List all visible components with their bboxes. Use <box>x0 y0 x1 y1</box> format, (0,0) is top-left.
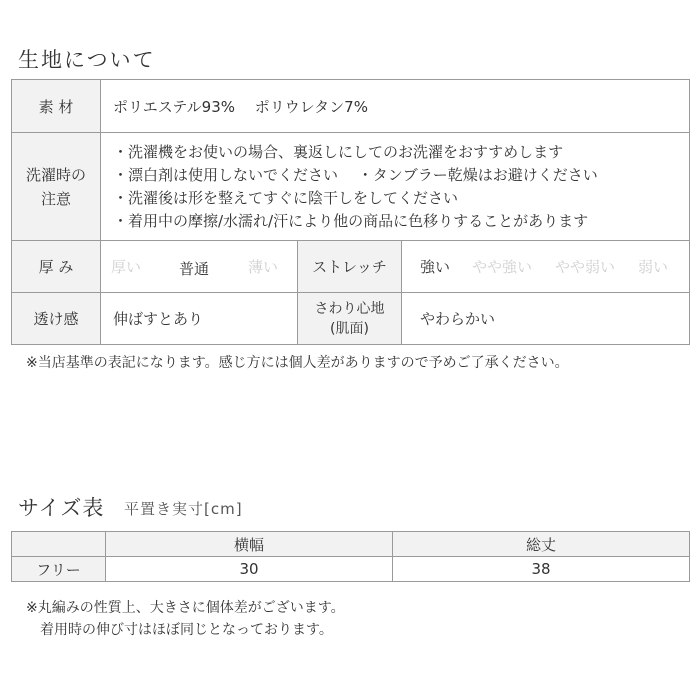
care-label-line2: 注意 <box>40 189 71 208</box>
material-label: 素 材 <box>12 80 101 133</box>
size-header-width: 横幅 <box>106 532 393 557</box>
stretch-option-strong: 強い <box>420 258 451 276</box>
sheer-label: 透け感 <box>12 293 101 345</box>
size-header-length: 総丈 <box>393 532 690 557</box>
thickness-scale <box>101 241 298 293</box>
stretch-scale <box>402 241 690 293</box>
size-name: フリー <box>12 557 106 582</box>
thickness-option-thin: 薄い <box>248 258 279 276</box>
size-notes <box>26 597 345 641</box>
stretch-option-weak: 弱い <box>638 258 669 276</box>
care-note: ・着用中の摩擦/水濡れ/汗により他の商品に色移りすることがあります <box>113 211 589 230</box>
size-section-subtitle: 平置き実寸[cm] <box>124 500 243 518</box>
size-width-value: 30 <box>106 557 393 582</box>
care-label-line1: 洗濯時の <box>25 165 86 184</box>
thickness-option-thick: 厚い <box>111 258 142 276</box>
size-note: ※丸編みの性質上、大きさに個体差がございます。 <box>26 600 345 616</box>
thickness-label: 厚 み <box>12 241 101 293</box>
size-header-empty <box>12 532 106 557</box>
care-row <box>12 133 690 241</box>
thickness-option-normal: 普通 <box>179 260 210 278</box>
sheer-touch-row <box>12 293 690 345</box>
table-row <box>12 557 690 582</box>
touch-label-line2: (肌面) <box>330 320 369 337</box>
size-table <box>11 531 690 582</box>
touch-label <box>298 293 402 345</box>
touch-value: やわらかい <box>402 293 690 345</box>
fabric-section-title: 生地について <box>18 48 156 72</box>
stretch-label: ストレッチ <box>298 241 402 293</box>
size-header-row <box>12 532 690 557</box>
size-section-title: サイズ表 <box>18 496 105 520</box>
stretch-option-slightly-weak: やや弱い <box>555 258 616 276</box>
size-length-value: 38 <box>393 557 690 582</box>
touch-label-line1: さわり心地 <box>314 300 385 317</box>
size-note: 着用時の伸び寸はほぼ同じとなっております。 <box>26 622 333 638</box>
care-note: ・洗濯後は形を整えてすぐに陰干しをしてください <box>113 188 459 207</box>
thickness-stretch-row <box>12 241 690 293</box>
care-label <box>12 133 101 241</box>
material-row <box>12 80 690 133</box>
care-notes <box>101 133 690 241</box>
care-note: ・漂白剤は使用しないでください ・タンブラー乾燥はお避けください <box>113 165 598 184</box>
material-value: ポリエステル93% ポリウレタン7% <box>101 80 690 133</box>
fabric-footnote: ※当店基準の表記になります。感じ方には個人差がありますので予めご了承ください。 <box>26 355 569 371</box>
care-note: ・洗濯機をお使いの場合、裏返しにしてのお洗濯をおすすめします <box>113 142 564 161</box>
fabric-spec-table <box>11 79 690 345</box>
sheer-value: 伸ばすとあり <box>101 293 298 345</box>
stretch-option-slightly-strong: やや強い <box>472 258 533 276</box>
